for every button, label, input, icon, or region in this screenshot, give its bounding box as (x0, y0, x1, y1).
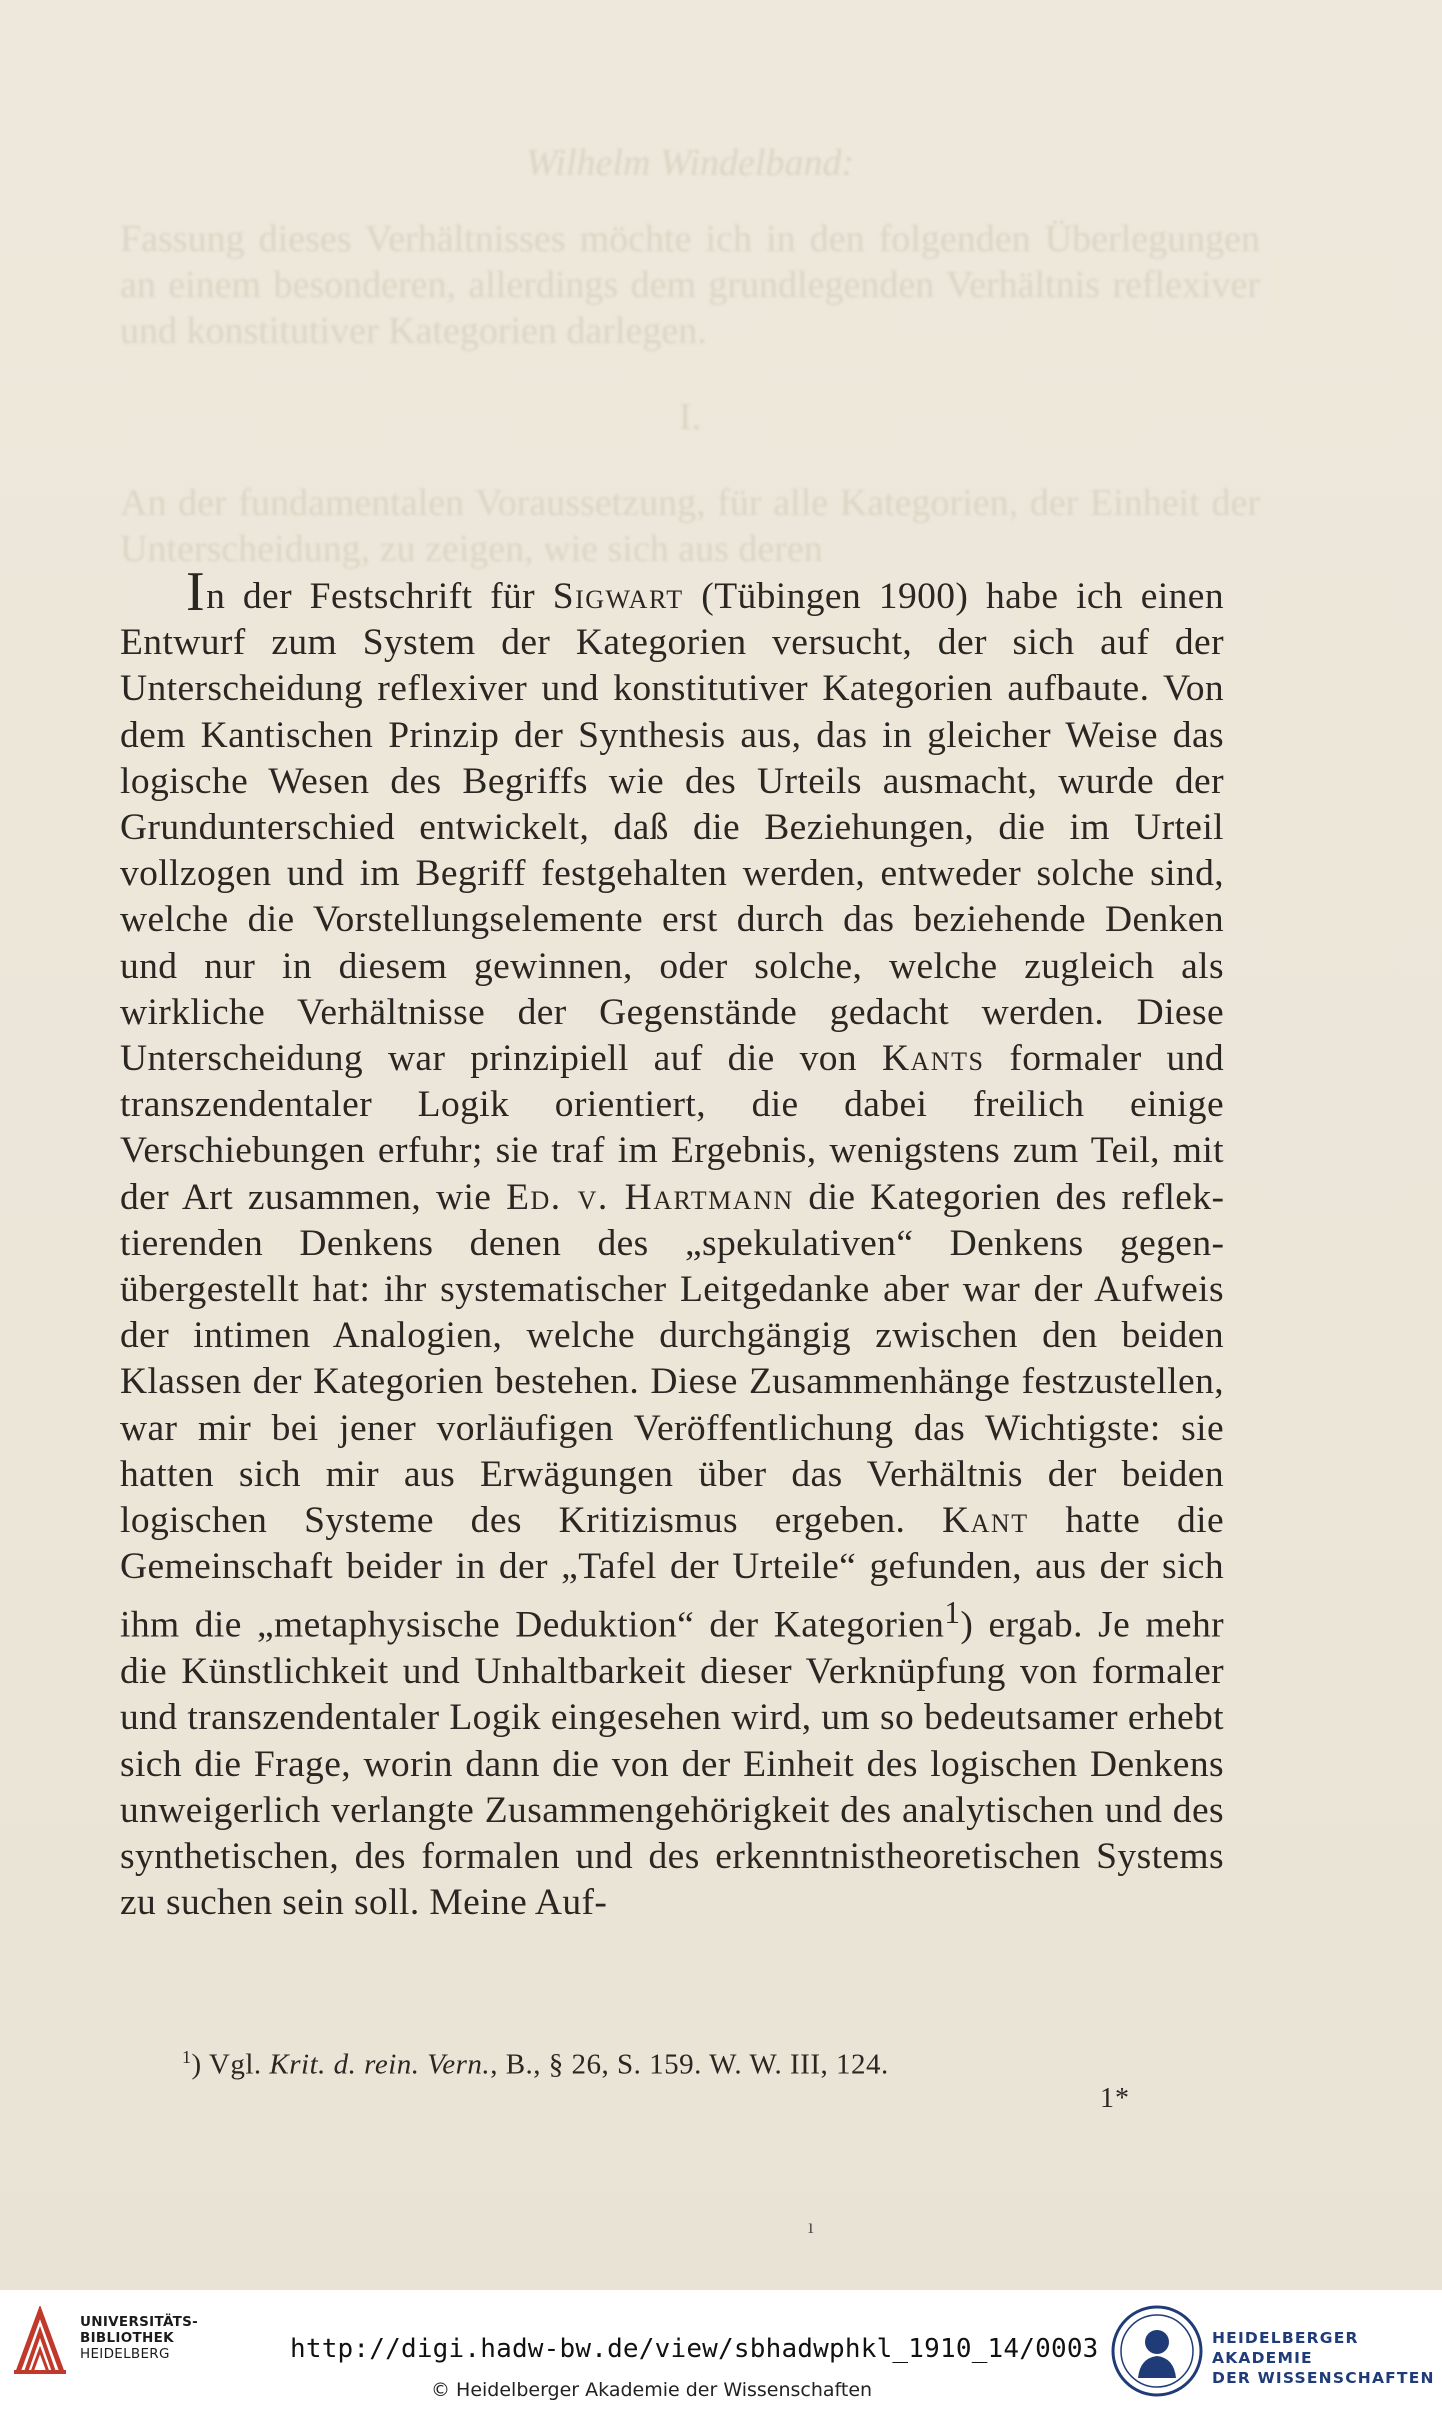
library-name[interactable] (80, 2314, 198, 2362)
initial-letter: I (186, 561, 206, 623)
stray-mark: ı (808, 2216, 814, 2238)
source-url-link[interactable]: http://digi.hadw-bw.de/view/sbhadwphkl_1910_14/0003 (290, 2334, 1099, 2364)
library-name-line: UNIVERSITÄTS- (80, 2314, 199, 2330)
academy-name-line: HEIDELBERGER AKADEMIE (1212, 2329, 1359, 2367)
footnote (182, 2040, 1182, 2082)
text-segment: (Tübingen 1900) habe ich einen Entwurf zum System der Kategorien versucht, der sich auf der Unterscheidung reflexiver und konstitutiver Kategorien aufbaute. Von dem Kantischen Prinzip der Synthesis aus, das in gleicher Weise das logische Wesen des Begriffs wie des Urteils ausmacht, wurde der Grundunterschied entwickelt, daß die Beziehungen, die im Urteil vollzogen und im Begriff festgehalten werden, entweder solche sind, welche die Vorstellungselemente erst durch das beziehende Denken und nur in diesem gewinnen, oder solche, welche zugleich als wirkliche Verhältnisse der Gegenstände gedacht werden. Diese Unterscheidung war prinzipiell auf die von (120, 576, 1224, 1080)
copyright-notice: © Heidelberger Akademie der Wissenschaften (431, 2379, 873, 2401)
university-library-logo-icon[interactable] (10, 2306, 70, 2378)
bleed-through-lines-2: An der fundamentalen Voraussetzung, für alle Kategorien, der Einheit der Unterscheidung, zu zeigen, wie sich aus deren (120, 482, 1260, 570)
text-segment: hatte die Gemeinschaft beider in der „Tafel der Urteile“ gefunden, aus der sich ihm die „metaphysische Deduktion“ der Kategorien (120, 1500, 1224, 1646)
library-name-line: BIBLIOTHEK (80, 2330, 174, 2346)
text-segment: n der Festschrift für (206, 576, 553, 617)
bleed-through-lines: Fassung dieses Verhältnisses möchte ich in den folgenden Überlegungen an einem besonderen, allerdings dem grundlegenden Verhältnis reflexiver und konstitutiver Kategorien darlegen. (120, 218, 1260, 352)
footnote-text: ) Vgl. (191, 2048, 270, 2081)
bleed-through-title: Wilhelm Windelband: (525, 142, 855, 184)
footer-bar (0, 2290, 1442, 2412)
text-segment: ) ergab. Je mehr die Künstlichkeit und Unhaltbarkeit dieser Verknüpfung von formaler und transzendentaler Logik eingesehen wird, um so bedeutsamer erhebt sich die Frage, worin dann die von der Einheit des logischen Denkens unweigerlich verlangte Zusammengehörigkeit des analytischen und des synthetischen, des formalen und des erkenntnistheoretischen Systems zu suchen sein soll. Meine Auf- (120, 1604, 1224, 1924)
text-segment: formaler und transzendentaler Logik orientiert, die dabei freilich einige Verschiebungen erfuhr; sie traf im Ergebnis, wenigstens zum Teil, mit der Art zusammen, wie (120, 1038, 1224, 1218)
footnote-text: , B., § 26, S. 159. W. W. III, 124. (490, 2048, 889, 2081)
text-segment: die Kategorien des reflektierenden Denkens denen des „spekulativen“ Denkens gegenübergestellt hat: ihr systematischer Leitgedanke aber war der Aufweis der intimen Analogien, welche durchgängig zwischen den beiden Klassen der Kategorien bestehen. Diese Zusammenhänge festzustellen, war mir bei jener vorläufigen Veröffentlichung das Wichtigste: sie hatten sich mir aus Erwägungen über das Verhältnis der beiden logischen Systeme des Kritizismus ergeben. (120, 1176, 1224, 1542)
main-text (120, 561, 1224, 1926)
footnote-reference[interactable]: 1 (944, 1595, 961, 1631)
academy-seal-icon[interactable] (1110, 2304, 1204, 2398)
footnote-marker: 1 (182, 2047, 192, 2067)
academy-name[interactable] (1212, 2328, 1442, 2388)
paragraph (120, 561, 1224, 1926)
academy-name-line: DER WISSENSCHAFTEN (1212, 2369, 1435, 2387)
bleed-through-section: I. (678, 396, 702, 438)
name-kants: Kants (881, 1038, 985, 1080)
name-kant: Kant (942, 1500, 1029, 1542)
footnote-work-title: Krit. d. rein. Vern. (269, 2048, 491, 2081)
name-hartmann: Ed. v. Hartmann (506, 1176, 794, 1218)
name-sigwart: Sigwart (552, 576, 684, 617)
bleed-through-text (120, 140, 1260, 572)
library-name-line: HEIDELBERG (80, 2346, 170, 2362)
page-signature: 1* (1100, 2083, 1130, 2114)
